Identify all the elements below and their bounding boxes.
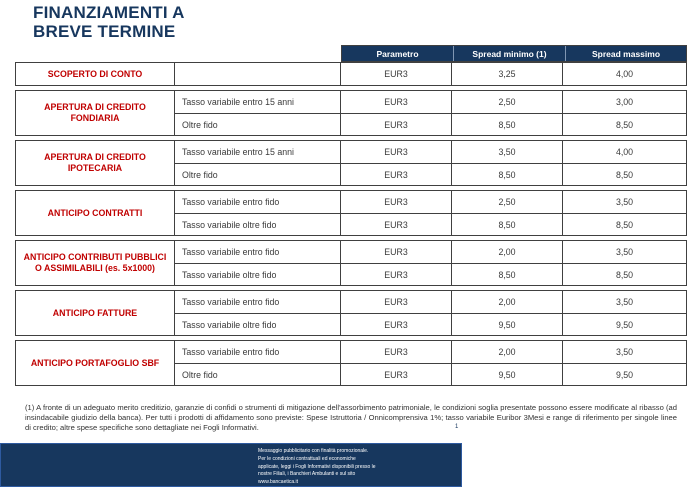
rates-table <box>15 62 687 390</box>
spread-min-cell: 8,50 <box>451 264 562 285</box>
table-group-anticipo-contributi-pubblici <box>15 240 687 286</box>
spread-max-cell: 9,50 <box>562 314 686 335</box>
spread-max-cell: 3,50 <box>562 241 686 263</box>
rate-row <box>175 263 686 285</box>
product-label: ANTICIPO CONTRIBUTI PUBBLICI O ASSIMILABILI (es. 5x1000) <box>16 241 175 285</box>
desc-cell: Tasso variabile oltre fido <box>182 269 277 280</box>
footer-disclaimer: Messaggio pubblicitario con finalità promozionale. Per le condizioni contrattuali ed economiche applicate, leggi i Fogli Informativi disponibili presso le nostre Filiali, i Banchieri Ambulanti e sul sito www.bancaetica.it <box>258 448 376 485</box>
spread-max-cell: 8,50 <box>562 114 686 135</box>
param-cell: EUR3 <box>340 341 451 363</box>
spread-min-cell: 2,00 <box>451 291 562 313</box>
spread-min-cell: 2,50 <box>451 191 562 213</box>
param-cell: EUR3 <box>340 114 451 135</box>
spread-min-cell: 8,50 <box>451 114 562 135</box>
param-cell: EUR3 <box>340 364 451 385</box>
table-group-anticipo-contratti <box>15 190 687 236</box>
spread-max-cell: 3,50 <box>562 191 686 213</box>
param-cell: EUR3 <box>340 314 451 335</box>
spread-max-cell: 8,50 <box>562 164 686 185</box>
param-cell: EUR3 <box>340 291 451 313</box>
page-title <box>33 3 185 41</box>
rate-row <box>175 363 686 385</box>
spread-min-cell: 3,50 <box>451 141 562 163</box>
table-group-anticipo-fatture <box>15 290 687 336</box>
spread-min-cell: 8,50 <box>451 164 562 185</box>
product-label: APERTURA DI CREDITO IPOTECARIA <box>16 141 175 185</box>
product-label: APERTURA DI CREDITO FONDIARIA <box>16 91 175 135</box>
spread-min-cell: 2,00 <box>451 341 562 363</box>
table-group-apertura-credito-ipotecaria <box>15 140 687 186</box>
desc-cell: Oltre fido <box>182 169 218 180</box>
spread-min-cell: 8,50 <box>451 214 562 235</box>
table-group-anticipo-portafoglio-sbf <box>15 340 687 386</box>
desc-cell: Tasso variabile entro 15 anni <box>182 97 294 107</box>
desc-cell: Oltre fido <box>182 369 218 380</box>
rate-row <box>175 213 686 235</box>
rate-row <box>175 113 686 135</box>
rate-row <box>175 163 686 185</box>
desc-cell: Tasso variabile entro fido <box>182 197 280 207</box>
param-cell: EUR3 <box>340 241 451 263</box>
desc-cell: Tasso variabile entro 15 anni <box>182 147 294 157</box>
rate-row <box>175 341 686 363</box>
desc-cell <box>175 63 340 85</box>
product-label: ANTICIPO CONTRATTI <box>16 191 175 235</box>
product-label: ANTICIPO PORTAFOGLIO SBF <box>16 341 175 385</box>
header-spread-massimo: Spread massimo <box>565 46 686 61</box>
spread-max-cell: 3,00 <box>562 91 686 113</box>
rate-row <box>175 291 686 313</box>
header-spread-minimo: Spread minimo (1) <box>453 46 565 61</box>
desc-cell: Tasso variabile oltre fido <box>182 219 277 230</box>
spread-max-cell: 9,50 <box>562 364 686 385</box>
rate-row <box>175 91 686 113</box>
spread-max-cell: 8,50 <box>562 214 686 235</box>
rate-row <box>175 241 686 263</box>
header-parametro: Parametro <box>376 48 419 59</box>
param-cell: EUR3 <box>340 191 451 213</box>
page-marker: 1 <box>455 424 459 430</box>
spread-max-cell: 8,50 <box>562 264 686 285</box>
page-title-line2: BREVE TERMINE <box>33 22 176 42</box>
spread-min-cell: 3,25 <box>451 63 562 85</box>
desc-cell: Tasso variabile oltre fido <box>182 319 277 330</box>
param-cell: EUR3 <box>340 164 451 185</box>
spread-min-cell: 2,00 <box>451 241 562 263</box>
spread-max-cell: 4,00 <box>562 141 686 163</box>
rate-row <box>175 63 686 85</box>
table-group-scoperto-di-conto <box>15 62 687 86</box>
product-label: SCOPERTO DI CONTO <box>16 63 175 85</box>
footer-bar <box>0 443 462 487</box>
spread-max-cell: 4,00 <box>562 63 686 85</box>
table-header-row <box>341 45 687 62</box>
param-cell: EUR3 <box>340 214 451 235</box>
desc-cell: Tasso variabile entro fido <box>182 247 280 257</box>
desc-cell: Tasso variabile entro fido <box>182 297 280 307</box>
param-cell: EUR3 <box>340 63 451 85</box>
desc-cell: Tasso variabile entro fido <box>182 347 280 357</box>
product-label: ANTICIPO FATTURE <box>16 291 175 335</box>
spread-max-cell: 3,50 <box>562 291 686 313</box>
spread-min-cell: 9,50 <box>451 314 562 335</box>
param-cell: EUR3 <box>340 264 451 285</box>
spread-min-cell: 2,50 <box>451 91 562 113</box>
param-cell: EUR3 <box>340 141 451 163</box>
table-group-apertura-credito-fondiaria <box>15 90 687 136</box>
desc-cell: Oltre fido <box>182 119 218 130</box>
rate-row <box>175 141 686 163</box>
rate-row <box>175 191 686 213</box>
rate-row <box>175 313 686 335</box>
param-cell: EUR3 <box>340 91 451 113</box>
spread-max-cell: 3,50 <box>562 341 686 363</box>
page-title-line1: FINANZIAMENTI A <box>33 3 185 22</box>
spread-min-cell: 9,50 <box>451 364 562 385</box>
footnote: (1) A fronte di un adeguato merito creditizio, garanzie di confidi o strumenti di mitigazione dell'assorbimento patrimoniale, le condizioni soglia presentate possono essere modificate al ribasso (ad insindacabile giudizio della banca). Per tutti i prodotti di affidamento sono previste: Spese Istruttoria / Onnicomprensiva 1%; tasso variabile Euribor 3Mesi e range di riferimento per singole linee di credito; altre spese specifiche sono dettagliate nei Fogli Informativi. <box>25 403 677 433</box>
